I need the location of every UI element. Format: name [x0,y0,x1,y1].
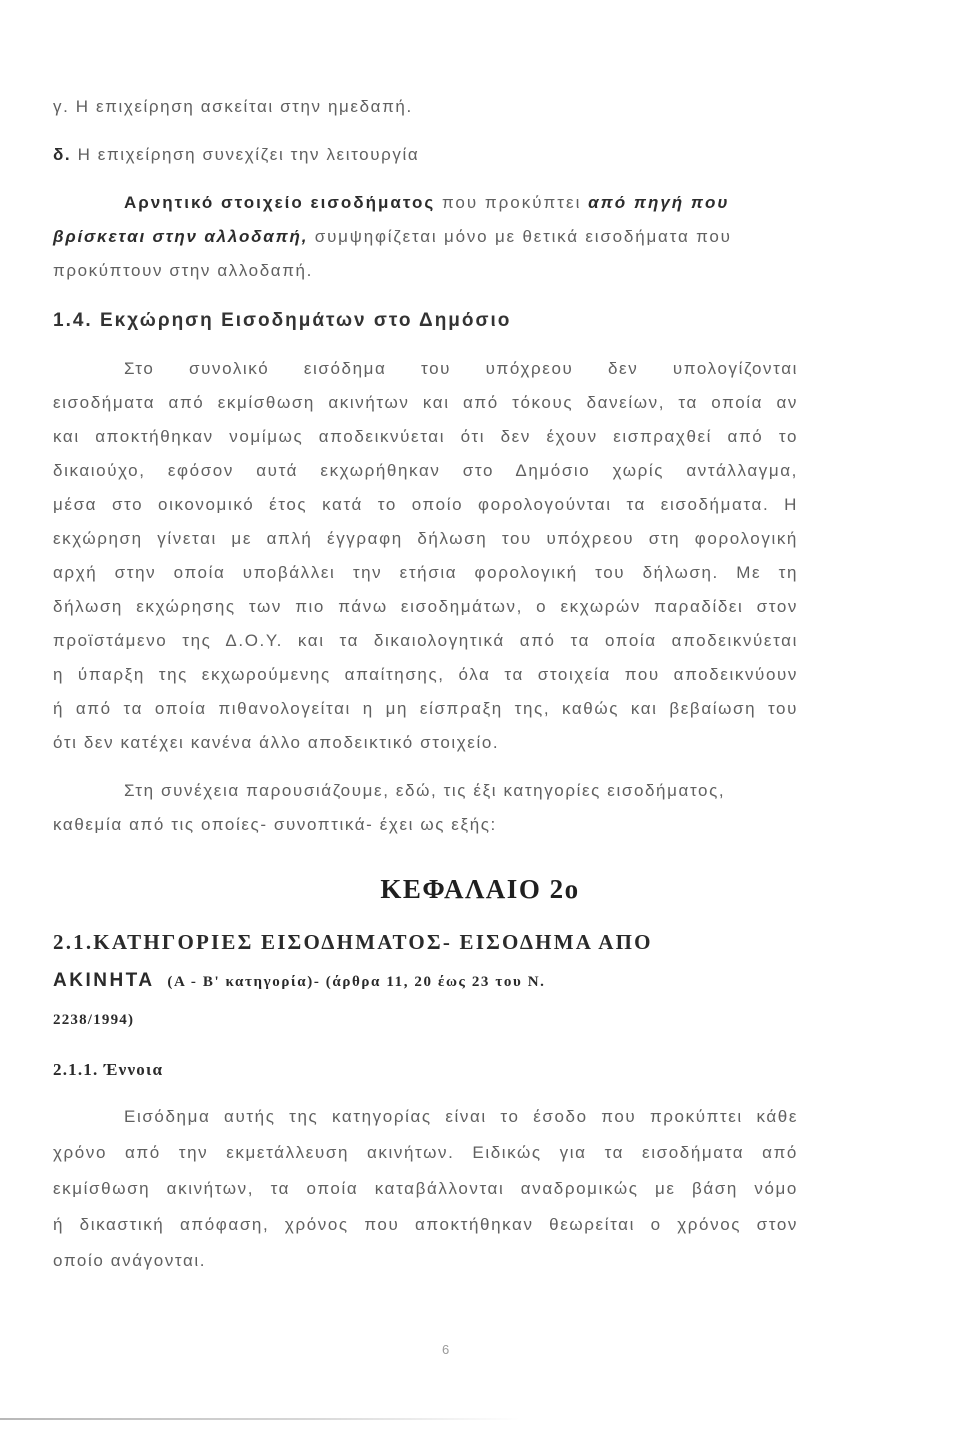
section-1-4-body-line1: Στο συνολικό εισόδημα του υπόχρεου δεν υπολογίζονται [124,359,798,378]
list-item-gamma: γ. Η επιχείρηση ασκείται στην ημεδαπή. [53,97,413,116]
section-1-4-body-line8: δήλωση εκχώρησης των πιο πάνω εισοδημάτων, ο εκχωρών παραδίδει στον [53,597,798,616]
section-2-1-1-body-line5: οποίο ανάγονται. [53,1251,207,1270]
bold-phrase-abroad: βρίσκεται στην αλλοδαπή, [53,227,309,246]
bold-phrase-negative-income: Αρνητικό στοιχείο εισοδήματος [124,193,436,212]
paragraph-negative-income-line3: προκύπτουν στην αλλοδαπή. [53,261,313,280]
section-heading-2-1-small: (Α - Β' κατηγορία)- (άρθρα 11, 20 έως 23 του Ν. [167,974,546,990]
text-phrase: που προκύπτει [441,193,582,212]
section-1-4-body-line5: μέσα στο οικονομικό έτος κατά το οποίο φορολογούνται τα εισοδήματα. Η [53,495,798,514]
section-1-4-body-line6: εκχώρηση γίνεται με απλή έγγραφη δήλωση του υπόχρεου στη φορολογική [53,529,798,548]
list-item-delta [53,144,419,166]
section-1-4-body-line7: αρχή στην οποία υποβάλλει την ετήσια φορολογική του δήλωση. Με τη [53,563,798,582]
section-heading-2-1-1: 2.1.1. Έννοια [53,1060,164,1079]
section-1-4-body-line11: ή από τα οποία πιθανολογείται η μη είσπραξη της, καθώς και βεβαίωση του [53,699,798,718]
list-bullet-delta: δ. [53,145,72,164]
section-1-4-intro-line2: καθεμία από τις οποίες- συνοπτικά- έχει ως εξής: [53,815,497,834]
paragraph-negative-income-line1 [124,192,729,214]
section-2-1-1-body-line4: ή δικαστική απόφαση, χρόνος που αποκτήθηκαν θεωρείται ο χρόνος στον [53,1215,798,1234]
section-heading-2-1-line1: 2.1.ΚΑΤΗΓΟΡΙΕΣ ΕΙΣΟΔΗΜΑΤΟΣ- ΕΙΣΟΔΗΜΑ ΑΠΟ [53,930,653,954]
section-1-4-body-line2: εισοδήματα από εκμίσθωση ακινήτων και από τόκους δανείων, τα οποία αν [53,393,798,412]
section-2-1-1-body-line1: Εισόδημα αυτής της κατηγορίας είναι το έσοδο που προκύπτει κάθε [124,1107,798,1126]
chapter-heading: ΚΕΦΑΛΑΙΟ 2ο [380,874,580,904]
list-item-delta-text: Η επιχείρηση συνεχίζει την λειτουργία [77,145,420,164]
section-1-4-intro-line1: Στη συνέχεια παρουσιάζουμε, εδώ, τις έξι κατηγορίες εισοδήματος, [124,781,726,800]
paragraph-negative-income-line2 [53,226,732,248]
section-heading-2-1-line3: 2238/1994) [53,1012,135,1028]
bold-phrase-source: από πηγή που [588,193,730,212]
section-1-4-body-line4: δικαιούχο, εφόσον αυτά εκχωρήθηκαν στο Δημόσιο χωρίς αντάλλαγμα, [53,461,798,480]
section-heading-2-1-line2 [53,970,546,992]
section-heading-1-4: 1.4. Εκχώρηση Εισοδημάτων στο Δημόσιο [53,310,512,331]
section-2-1-1-body-line2: χρόνο από την εκμετάλλευση ακινήτων. Ειδικώς για τα εισοδήματα από [53,1143,798,1162]
section-1-4-body-line3: και αποκτήθηκαν νομίμως αποδεικνύεται ότι δεν έχουν εισπραχθεί από το [53,427,798,446]
footer-divider [0,1418,520,1420]
section-1-4-body-line12: ότι δεν κατέχει κανένα άλλο αποδεικτικό στοιχείο. [53,733,500,752]
section-2-1-1-body-line3: εκμίσθωση ακινήτων, τα οποία καταβάλλονται αναδρομικώς με βάση νόμο [53,1179,798,1198]
page-number: 6 [442,1342,450,1357]
text-phrase: συμψηφίζεται μόνο με θετικά εισοδήματα που [314,227,732,246]
section-1-4-body-line10: η ύπαρξη της εκχωρούμενης απαίτησης, όλα τα στοιχεία που αποδεικνύουν [53,665,798,684]
section-heading-2-1-big: ΑΚΙΝΗΤΑ [53,970,155,991]
section-1-4-body-line9: προϊστάμενο της Δ.Ο.Υ. και τα δικαιολογητικά από τα οποία αποδεικνύεται [53,631,798,650]
